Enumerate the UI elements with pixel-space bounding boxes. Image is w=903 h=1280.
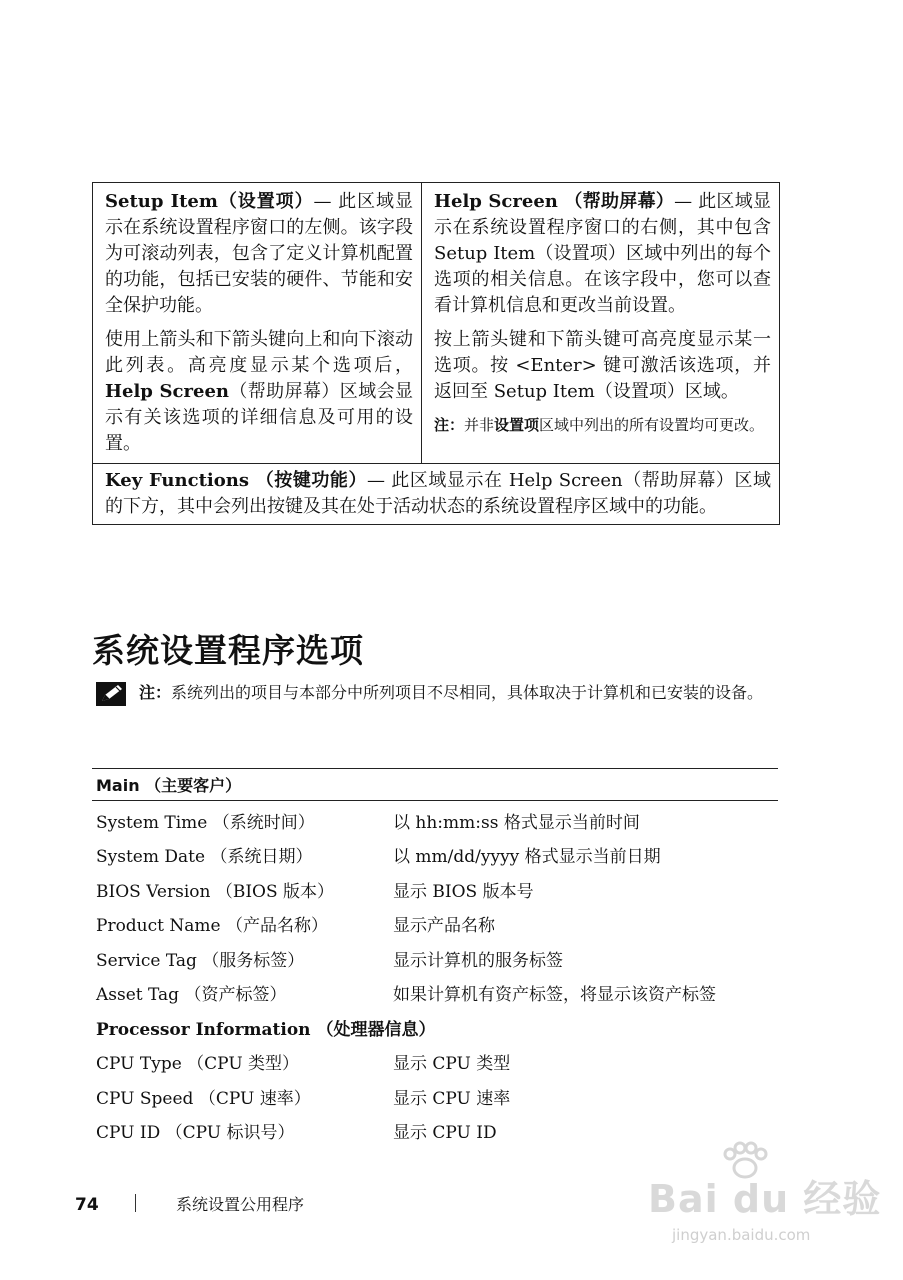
footer-separator (135, 1194, 136, 1212)
table-row (92, 976, 778, 1011)
description-table (92, 182, 780, 525)
setup-item-cell (93, 183, 422, 463)
watermark-brand: Bai du 经验 (648, 1177, 882, 1221)
option-name: CPU Speed （CPU 速率） (96, 1088, 311, 1109)
option-name: Product Name （产品名称） (96, 916, 328, 937)
key-functions-cell (93, 464, 779, 524)
table-row (92, 872, 778, 907)
footer-chapter-title: 系统设置公用程序 (176, 1195, 305, 1214)
help-screen-note-c: 区域中列出的所有设置均可更改。 (539, 416, 765, 434)
option-name: Service Tag （服务标签） (96, 950, 305, 971)
option-name: CPU ID （CPU 标识号） (96, 1123, 295, 1144)
setup-item-text: — 此区域显示在系统设置程序窗口的左侧。该字段为可滚动列表，包含了定义计算机配置的功能，包括已安装的硬件、节能和安全保护功能。 (105, 191, 413, 316)
setup-item-para1 (105, 189, 413, 319)
option-desc: 显示 CPU 速率 (393, 1088, 511, 1109)
table-row (92, 803, 778, 838)
help-screen-note-label: 注： (434, 416, 465, 434)
help-screen-para2: 按上箭头键和下箭头键可高亮度显示某一选项。按 <Enter> 键可激活该选项，并返回至 Setup Item（设置项）区域。 (434, 329, 771, 402)
pencil-note-icon (96, 682, 126, 706)
options-subheader: Processor Information （处理器信息） (96, 1019, 436, 1040)
options-table-header: Main （主要客户） (92, 768, 778, 801)
option-name: Asset Tag （资产标签） (96, 985, 287, 1006)
key-functions-text-b: Help Screen (508, 470, 623, 491)
watermark-url: jingyan.baidu.com (672, 1226, 811, 1244)
section-note-label: 注： (139, 683, 172, 702)
description-row-top (93, 183, 779, 463)
option-name: System Time （系统时间） (96, 812, 315, 833)
description-row-bottom (93, 463, 779, 524)
key-functions-para (105, 468, 771, 520)
table-row (92, 941, 778, 976)
section-note-body: 系统列出的项目与本部分中所列项目不尽相同，具体取决于计算机和已安装的设备。 (171, 683, 764, 702)
help-screen-text: — 此区域显示在系统设置程序窗口的右侧，其中包含 Setup Item（设置项）区域中列出的每个选项的相关信息。在该字段中，您可以查看计算机信息和更改当前设置。 (434, 191, 771, 316)
section-title: 系统设置程序选项 (92, 631, 364, 670)
page-number: 74 (75, 1195, 99, 1215)
option-desc: 以 mm/dd/yyyy 格式显示当前日期 (393, 847, 661, 868)
option-desc: 显示计算机的服务标签 (393, 950, 563, 971)
help-screen-note (434, 413, 771, 437)
option-desc: 显示产品名称 (393, 916, 495, 937)
option-name: CPU Type （CPU 类型） (96, 1054, 300, 1075)
help-screen-note-a: 并非 (464, 416, 495, 434)
setup-item-para2-c: （帮助屏幕）区域会显示有关该选项的详细信息及可用的设置。 (105, 381, 413, 454)
table-row (92, 907, 778, 942)
table-row (92, 1045, 778, 1080)
option-desc: 显示 CPU ID (393, 1123, 497, 1144)
section-note (96, 680, 786, 705)
section-note-text (139, 680, 786, 705)
option-name: BIOS Version （BIOS 版本） (96, 881, 335, 902)
help-screen-note-b: 设置项 (494, 416, 540, 434)
help-screen-para1 (434, 189, 771, 319)
option-desc: 如果计算机有资产标签，将显示该资产标签 (393, 985, 716, 1006)
setup-item-para2-b: Help Screen (105, 381, 229, 402)
option-desc: 以 hh:mm:ss 格式显示当前时间 (393, 812, 640, 833)
setup-item-title: Setup Item（设置项） (105, 191, 314, 212)
table-row (92, 838, 778, 873)
baidu-watermark (640, 1140, 882, 1270)
option-desc: 显示 CPU 类型 (393, 1054, 511, 1075)
option-desc: 显示 BIOS 版本号 (393, 881, 534, 902)
option-name: System Date （系统日期） (96, 847, 313, 868)
setup-item-para2 (105, 327, 413, 457)
help-screen-title: Help Screen （帮助屏幕） (434, 191, 675, 212)
key-functions-title: Key Functions （按键功能） (105, 470, 368, 491)
setup-item-para2-a: 使用上箭头和下箭头键向上和向下滚动此列表。高亮度显示某个选项后， (105, 329, 413, 376)
options-table (92, 768, 778, 1148)
table-row (92, 1079, 778, 1114)
key-functions-text-c: （帮助屏幕）区域的下方，其中会列出按键及其在处于活动状态的系统设置程序区域中的功能。 (105, 470, 772, 517)
key-functions-text-a: — 此区域显示在 (367, 470, 509, 491)
help-screen-cell (422, 183, 779, 463)
